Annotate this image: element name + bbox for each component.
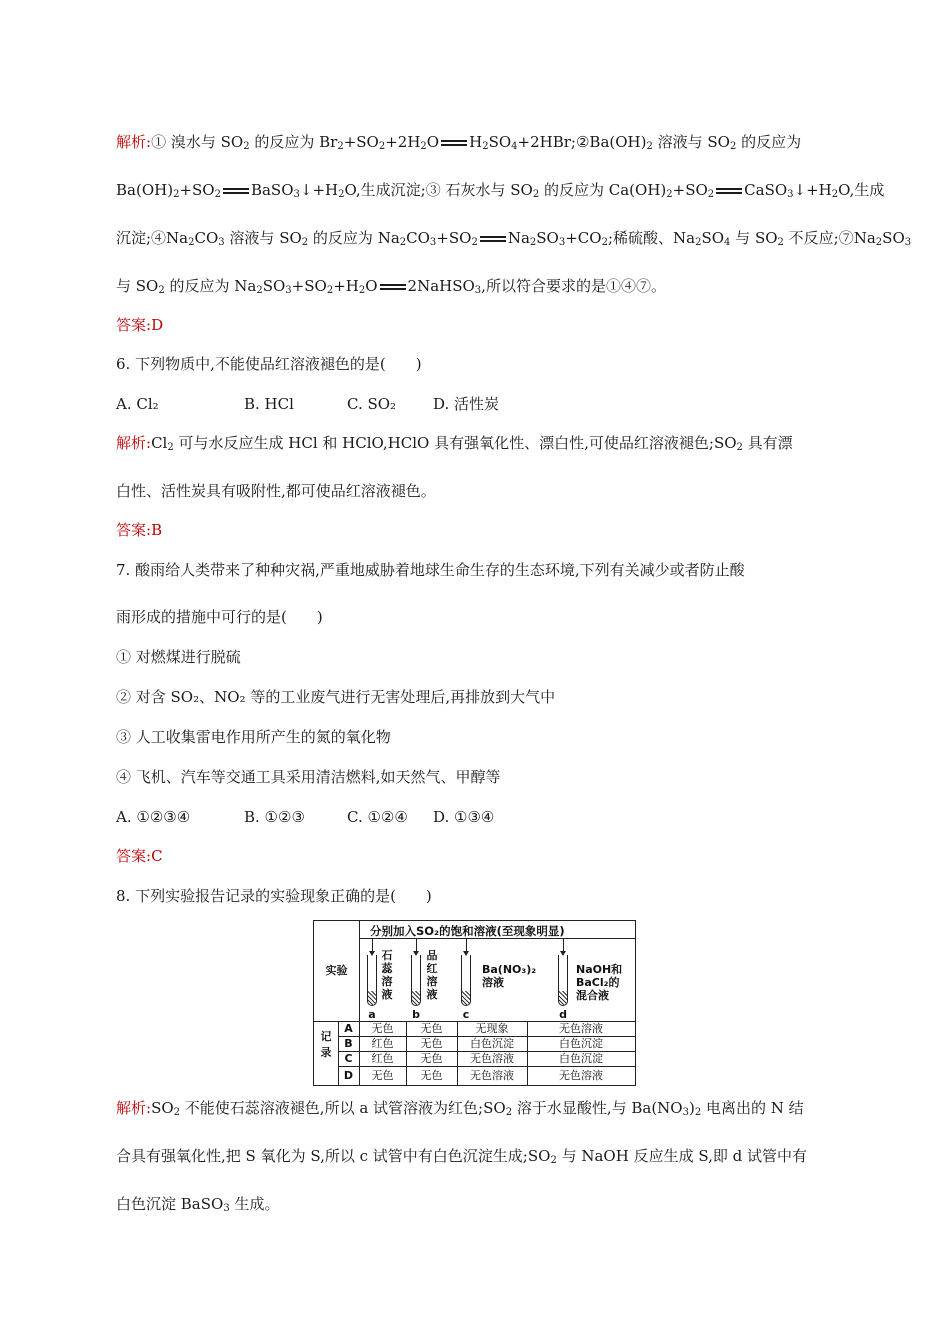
q6-option-b: B. HCl — [244, 395, 294, 413]
q8-explanation-line-3: 白色沉淀 BaSO$_3$ 生成。 — [116, 1195, 280, 1214]
q7-answer: 答案:C — [116, 847, 163, 865]
row-a-col-c: 无现象 — [475, 1022, 509, 1035]
tube-d-reagent: NaOH和 BaCl₂的 混合液 — [576, 963, 623, 1002]
tube-a-letter: a — [368, 1008, 376, 1021]
row-a-col-d: 无色溶液 — [559, 1022, 603, 1035]
q5-explanation-label: 解析 — [116, 133, 147, 151]
equals-sign-icon — [478, 234, 508, 244]
q6-option-c: C. SO₂ — [347, 395, 397, 413]
experiment-table-figure — [313, 920, 636, 1086]
q5-explanation-line-2: $Ba(OH)_2+SO_2$ $BaSO_3↓+H_2O$,生成沉淀;③ 石灰水与 $SO_2$ 的反应为 $Ca(OH)_2+SO_2$ $CaSO_3↓+H_2O$,生成 — [116, 181, 885, 200]
row-c-key: C — [344, 1052, 353, 1065]
row-b-col-a: 红色 — [371, 1037, 394, 1050]
q6-answer-label: 答案 — [116, 521, 147, 539]
row-c-col-c: 无色溶液 — [470, 1052, 514, 1065]
row-c-col-b: 无色 — [420, 1052, 443, 1065]
test-tube-d-icon — [558, 955, 568, 1006]
equals-sign-icon — [714, 186, 744, 196]
q5-explanation-line-1: 解析:① 溴水与 $SO_2$ 的反应为 $Br_2+SO_2+2H_2O$ $H_2SO_4+2HBr;②Ba(OH)_2$ 溶液与 $SO_2$ 的反应为 — [116, 133, 802, 152]
row-a-col-a: 无色 — [371, 1022, 394, 1035]
test-tube-c-icon — [461, 955, 471, 1006]
q7-option-d: D. ①③④ — [433, 808, 495, 826]
tube-c-reagent: Ba(NO₃)₂ 溶液 — [482, 963, 537, 989]
row-b-col-b: 无色 — [420, 1037, 443, 1050]
row-d-col-b: 无色 — [420, 1069, 443, 1082]
q8-stem: 8. 下列实验报告记录的实验现象正确的是( ) — [116, 887, 432, 905]
row-a-key: A — [344, 1022, 353, 1035]
tube-d-letter: d — [559, 1008, 567, 1021]
q8-explanation-line-1: 解析$:SO_2$ 不能使石蕊溶液褪色,所以 a 试管溶液为红色$;SO_2$ 溶于水显酸性,与 $Ba(NO_3)_2$ 电离出的 N 结 — [116, 1099, 804, 1118]
q7-stem-line-2: 雨形成的措施中可行的是( ) — [116, 608, 323, 626]
q6-stem: 6. 下列物质中,不能使品红溶液褪色的是( ) — [116, 355, 422, 373]
q8-explanation-label: 解析 — [116, 1099, 147, 1117]
q5-answer-label: 答案 — [116, 316, 147, 334]
q7-answer-value: C — [151, 847, 163, 865]
q7-stem-line-1: 7. 酸雨给人类带来了种种灾祸,严重地威胁着地球生命生存的生态环境,下列有关减少或者防止酸 — [116, 561, 745, 579]
row-b-key: B — [344, 1037, 353, 1050]
q6-option-d: D. 活性炭 — [433, 395, 500, 413]
tube-c-letter: c — [462, 1008, 470, 1021]
q7-option-a: A. ①②③④ — [116, 808, 191, 826]
record-label-1: 记 — [320, 1030, 332, 1043]
q7-answer-label: 答案 — [116, 847, 147, 865]
q5-answer-value: D — [151, 316, 164, 334]
row-b-col-c: 白色沉淀 — [470, 1037, 514, 1050]
q6-option-a: A. Cl₂ — [116, 395, 159, 413]
record-label-2: 录 — [320, 1046, 332, 1059]
q7-item-4: ④ 飞机、汽车等交通工具采用清洁燃料,如天然气、甲醇等 — [116, 768, 501, 786]
q7-item-2: ② 对含 SO₂、NO₂ 等的工业废气进行无害处理后,再排放到大气中 — [116, 688, 556, 706]
row-d-col-a: 无色 — [371, 1069, 394, 1082]
row-c-col-a: 红色 — [371, 1052, 394, 1065]
q6-explanation-line-2: 白性、活性炭具有吸附性,都可使品红溶液褪色。 — [116, 482, 436, 500]
row-d-col-d: 无色溶液 — [559, 1069, 603, 1082]
q5-answer: 答案:D — [116, 316, 164, 334]
q7-options — [116, 807, 494, 827]
tube-a-reagent: 石 蕊 溶 液 — [381, 949, 393, 1001]
equals-sign-icon — [221, 186, 251, 196]
test-tube-b-icon — [411, 955, 421, 1006]
tube-b-reagent: 品 红 溶 液 — [426, 949, 438, 1001]
test-tube-a-icon — [367, 955, 377, 1006]
row-b-col-d: 白色沉淀 — [559, 1037, 603, 1050]
q5-explanation-line-4: 与 $SO_2$ 的反应为 $Na_2SO_3+SO_2+H_2O$ 2NaHSO$_3$,所以符合要求的是①④⑦。 — [116, 277, 666, 296]
q7-item-3: ③ 人工收集雷电作用所产生的氮的氧化物 — [116, 728, 391, 746]
experiment-label: 实验 — [325, 964, 348, 977]
q6-explanation-line-1: 解析$:Cl_2$ 可与水反应生成 HCl 和 HClO,HClO 具有强氧化性、漂白性,可使品红溶液褪色$;SO_2$ 具有漂 — [116, 434, 793, 453]
equals-sign-icon — [439, 138, 469, 148]
q8-explanation-line-2: 合具有强氧化性,把 S 氧化为 S,所以 c 试管中有白色沉淀生成$;SO_2$ 与 NaOH 反应生成 S,即 d 试管中有 — [116, 1147, 807, 1166]
q5-explanation-line-3: 沉淀$;④Na_2CO_3$ 溶液与 $SO_2$ 的反应为 $Na_2CO_3+SO_2$ $Na_2SO_3+CO_2$;稀硫酸、$Na_2SO_4$ 与 $SO_2$ 不反应$;⑦Na_2SO_3$ — [116, 229, 912, 248]
figure-header: 分别加入SO₂的饱和溶液(至现象明显) — [370, 924, 565, 938]
equals-sign-icon — [378, 282, 408, 292]
q6-explanation-label: 解析 — [116, 434, 147, 452]
tube-b-letter: b — [412, 1008, 420, 1021]
row-d-key: D — [343, 1069, 354, 1082]
row-d-col-c: 无色溶液 — [470, 1069, 514, 1082]
q7-option-c: C. ①②④ — [347, 808, 408, 826]
row-a-col-b: 无色 — [420, 1022, 443, 1035]
q6-options — [116, 394, 499, 414]
q6-answer: 答案:B — [116, 521, 163, 539]
q7-item-1: ① 对燃煤进行脱硫 — [116, 648, 241, 666]
row-c-col-d: 白色沉淀 — [559, 1052, 603, 1065]
q6-answer-value: B — [151, 521, 163, 539]
q7-option-b: B. ①②③ — [244, 808, 305, 826]
